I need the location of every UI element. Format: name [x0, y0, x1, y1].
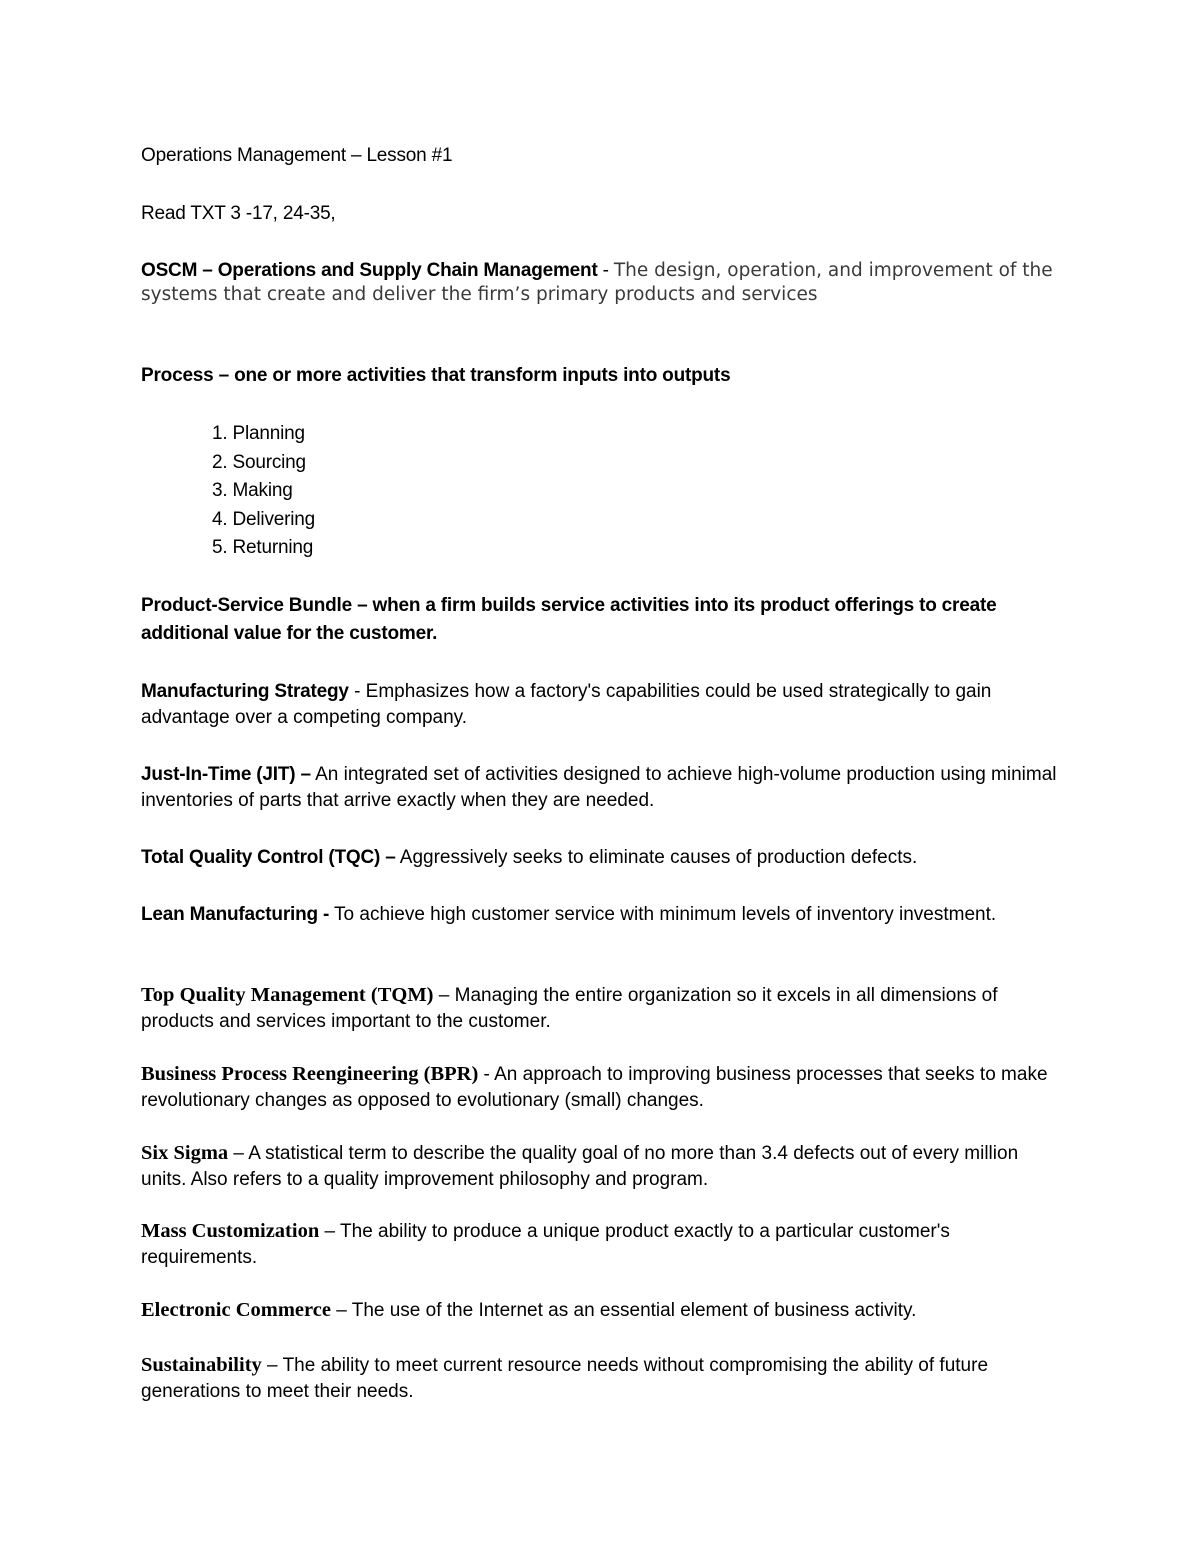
definition-text-process: – one or more activities that transform inputs into outputs	[213, 365, 731, 386]
definition-tqm	[141, 982, 1061, 1035]
definition-electronic-commerce	[141, 1297, 1061, 1324]
definition-jit	[141, 762, 1061, 814]
definition-text-oscm: The design, operation, and improvement of the systems that create and deliver the firm’s primary products and services	[141, 260, 1053, 305]
definition-mass-customization	[141, 1218, 1061, 1271]
list-item: 1. Planning	[212, 423, 305, 444]
definition-sustainability	[141, 1352, 1061, 1405]
definition-text-jit: An integrated set of activities designed to achieve high-volume production using minimal inventories of parts that arrive exactly when they are needed.	[141, 764, 1057, 811]
term-product-service-bundle: Product-Service Bundle	[141, 595, 352, 616]
definition-text-sustainability: – The ability to meet current resource needs without compromising the ability of future generations to meet their needs.	[141, 1355, 989, 1402]
term-lean-manufacturing: Lean Manufacturing -	[141, 904, 330, 925]
definition-six-sigma	[141, 1140, 1061, 1193]
definition-oscm	[141, 259, 1061, 307]
process-steps-list	[212, 420, 315, 563]
definition-process	[141, 362, 1061, 390]
definition-tqc	[141, 845, 1061, 871]
definition-text-mass-customization: – The ability to produce a unique product exactly to a particular customer's requirements.	[141, 1221, 950, 1268]
term-tqc: Total Quality Control (TQC) –	[141, 847, 396, 868]
definition-text-bpr: - An approach to improving business processes that seeks to make revolutionary changes as opposed to evolutionary (small) changes.	[141, 1064, 1048, 1111]
definition-text-lean-manufacturing: To achieve high customer service with minimum levels of inventory investment.	[329, 904, 997, 925]
term-manufacturing-strategy: Manufacturing Strategy	[141, 681, 349, 702]
list-item: 3. Making	[212, 480, 293, 501]
oscm-separator: -	[597, 260, 614, 281]
definition-lean-manufacturing	[141, 902, 1061, 928]
reading-assignment: Read TXT 3 -17, 24-35,	[141, 203, 336, 224]
definition-text-product-service-bundle: – when a firm builds service activities into its product offerings to create additional value for the customer.	[141, 595, 997, 644]
term-jit: Just-In-Time (JIT) –	[141, 764, 311, 785]
definition-product-service-bundle	[141, 592, 1061, 648]
definition-manufacturing-strategy	[141, 679, 1061, 731]
definition-text-tqc: Aggressively seeks to eliminate causes of production defects.	[395, 847, 918, 868]
term-process: Process	[141, 365, 214, 386]
list-item: 5. Returning	[212, 537, 314, 558]
definition-text-six-sigma: – A statistical term to describe the quality goal of no more than 3.4 defects out of every million units. Also refers to a quality improvement philosophy and program.	[141, 1143, 1019, 1190]
term-mass-customization: Mass Customization	[141, 1220, 320, 1242]
term-tqm: Top Quality Management (TQM)	[141, 984, 434, 1006]
term-sustainability: Sustainability	[141, 1354, 262, 1376]
term-oscm: OSCM – Operations and Supply Chain Management	[141, 260, 598, 281]
list-item: 4. Delivering	[212, 508, 316, 530]
term-bpr: Business Process Reengineering (BPR)	[141, 1063, 479, 1085]
term-six-sigma: Six Sigma	[141, 1142, 229, 1164]
list-item: 2. Sourcing	[212, 451, 306, 473]
definition-text-electronic-commerce: – The use of the Internet as an essential element of business activity.	[330, 1300, 917, 1321]
term-electronic-commerce: Electronic Commerce	[141, 1299, 331, 1321]
document-title: Operations Management – Lesson #1	[141, 145, 453, 166]
definition-text-manufacturing-strategy: - Emphasizes how a factory's capabilities could be used strategically to gain advantage over a competing company.	[141, 681, 992, 728]
definition-bpr	[141, 1061, 1061, 1114]
definition-text-tqm: – Managing the entire organization so it excels in all dimensions of products and services important to the customer.	[141, 985, 998, 1032]
